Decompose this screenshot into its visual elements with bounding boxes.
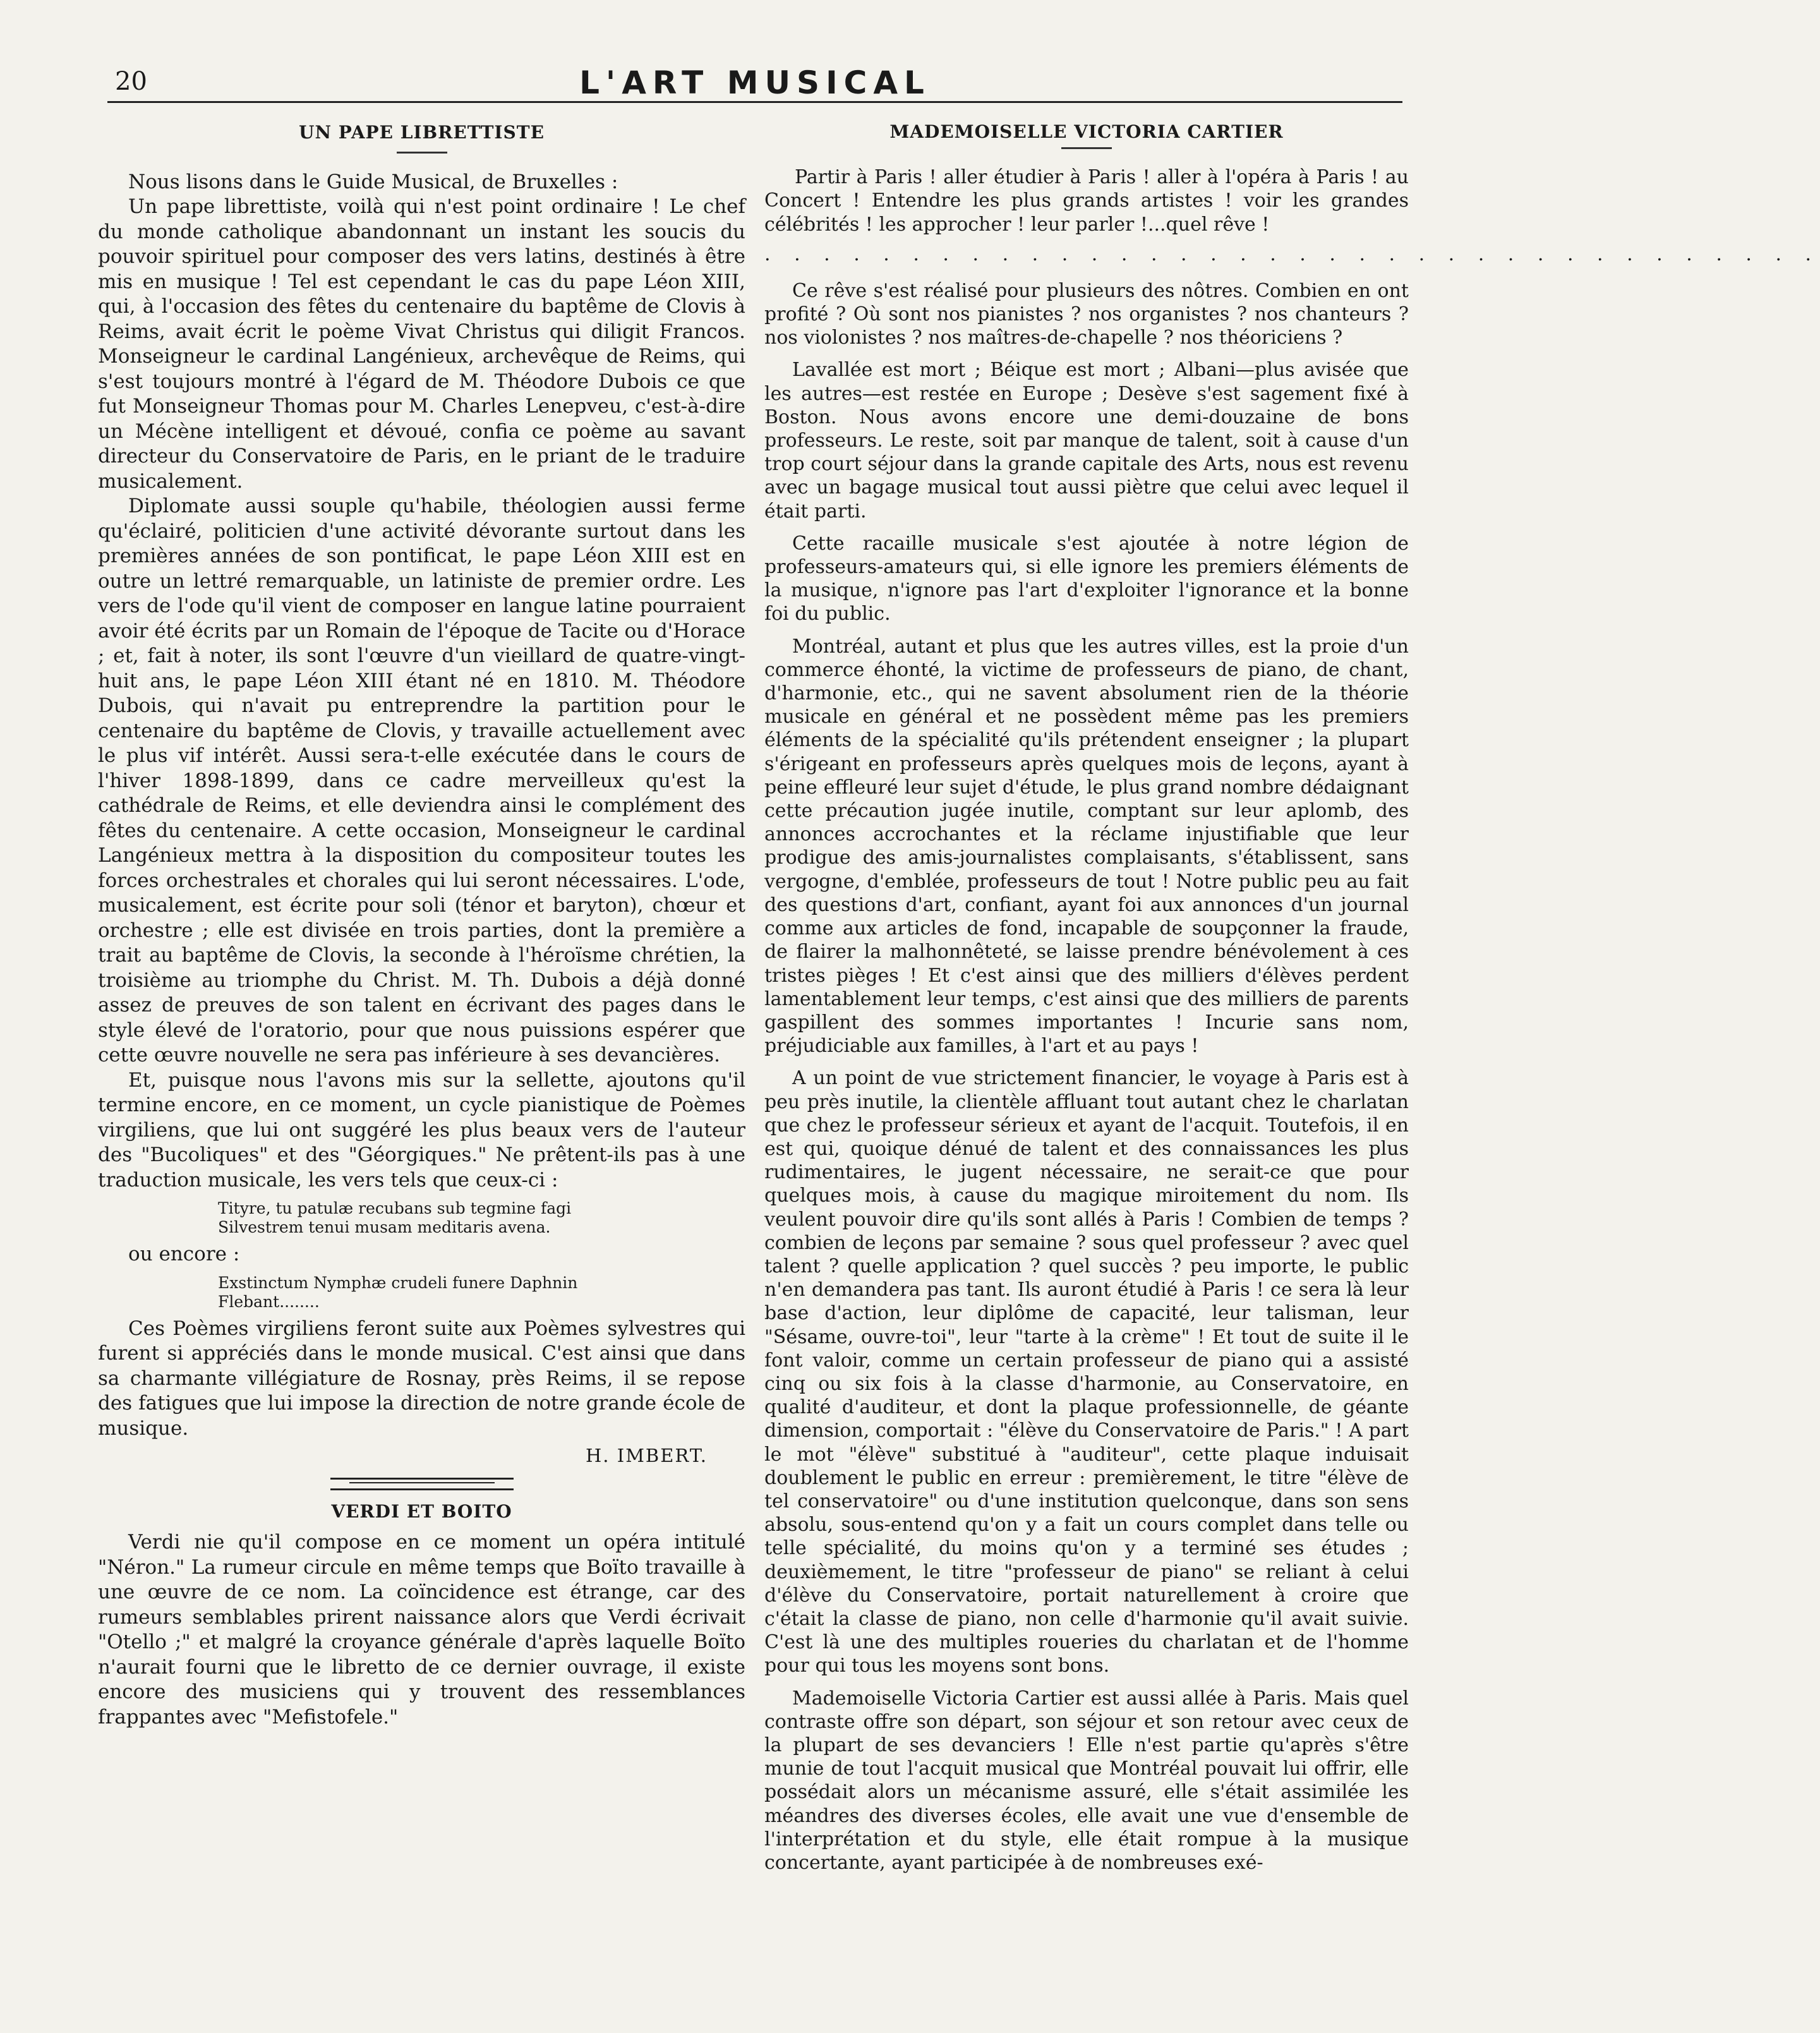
left-column (98, 120, 745, 1730)
section-divider (330, 1478, 514, 1490)
paragraph: Ce rêve s'est réalisé pour plusieurs des nôtres. Combien en ont profité ? Où sont nos pianistes ? nos organistes ? nos chanteurs ? nos violonistes ? nos maîtres-de-chapelle ? nos théoriciens ? (764, 279, 1409, 349)
quote-line: Exstinctum Nymphæ crudeli funere Daphnin (218, 1273, 578, 1292)
journal-title: L'ART MUSICAL (579, 64, 931, 101)
latin-quote (218, 1274, 745, 1312)
dotted-separator: . . . . . . . . . . . . . . . . . . . . . . . . . . . . . . . . . . . . (764, 243, 1820, 265)
latin-quote (218, 1199, 745, 1237)
quote-line: Tityre, tu patulæ recubans sub tegmine fagi (218, 1199, 572, 1217)
quote-line: Silvestrem tenui musam meditaris avena. (218, 1218, 551, 1236)
paragraph: Montréal, autant et plus que les autres villes, est la proie d'un commerce éhonté, la victime de professeurs de piano, de chant, d'harmonie, etc., qui ne savent absolument rien de la théorie musicale en général et ne possèdent même pas les premiers éléments de la spécialité qu'ils prétendent enseigner ; la plupart s'érigeant en professeurs après quelques mois de leçons, ayant à peine effleuré leur sujet d'étude, le plus grand nombre dédaignant cette précaution jugée inutile, comptant sur leur aplomb, des annonces accrochantes et la réclame injustifiable que leur prodigue des amis-journalistes complaisants, s'établissent, sans vergogne, d'emblée, professeurs de tout ! Notre public peu au fait des questions d'art, confiant, ayant foi aux annonces d'un journal comme aux articles de fond, incapable de soupçonner la fraude, de flairer la malhonnêteté, se laisse prendre bénévolement à ces tristes pièges ! Et c'est ainsi que des milliers d'élèves perdent lamentablement leur temps, c'est ainsi que des milliers de parents gaspillent des sommes importantes ! Incurie sans nom, préjudiciable aux familles, à l'art et au pays ! (764, 635, 1409, 1058)
page-number: 20 (115, 67, 147, 96)
paragraph: Partir à Paris ! aller étudier à Paris ! aller à l'opéra à Paris ! au Concert ! Entendre les plus grands artistes ! voir les grandes célébrités ! les approcher ! leur parler !...quel rêve ! (764, 166, 1409, 236)
paragraph: Cette racaille musicale s'est ajoutée à notre légion de professeurs-amateurs qui, si elle ignore les premiers éléments de la musique, n'ignore pas l'art d'exploiter l'ignorance et la bonne foi du public. (764, 532, 1409, 625)
quote-line: Flebant........ (218, 1292, 320, 1311)
header-rule (107, 101, 1402, 103)
article-title-pape: UN PAPE LIBRETTISTE (299, 122, 545, 143)
paragraph: Mademoiselle Victoria Cartier est aussi allée à Paris. Mais quel contraste offre son départ, son séjour et son retour avec ceux de la plupart de ses devanciers ! Elle n'est partie qu'après s'être munie de tout l'acquit musical que Montréal pouvait lui offrir, elle possédait alors un mécanisme assuré, elle s'était assimilée les méandres des diverses écoles, elle avait une vue d'ensemble de l'interprétation et du style, elle était rompue à la musique concertante, ayant participée à de nombreuses exé- (764, 1687, 1409, 1874)
paragraph: Verdi nie qu'il compose en ce moment un opéra intitulé "Néron." La rumeur circule en même temps que Boïto travaille à une œuvre de ce nom. La coïncidence est étrange, car des rumeurs semblables prirent naissance alors que Verdi écrivait "Otello ;" et malgré la croyance générale d'après laquelle Boïto n'aurait fourni que le libretto de ce dernier ouvrage, il existe encore des musiciens qui y trouvent des ressemblances frappantes avec "Mefistofele." (98, 1531, 745, 1728)
right-column (764, 120, 1820, 1883)
paragraph: Nous lisons dans le Guide Musical, de Bruxelles : (128, 170, 618, 193)
title-rule (1061, 147, 1112, 149)
paragraph: Ces Poèmes virgiliens feront suite aux Poèmes sylvestres qui furent si appréciés dans le monde musical. C'est ainsi que dans sa charmante villégiature de Rosnay, près Reims, il se repose des fatigues que lui impose la direction de notre grande école de musique. (98, 1317, 745, 1440)
paragraph: Diplomate aussi souple qu'habile, théologien aussi ferme qu'éclairé, politicien d'une activité dévorante surtout dans les premières années de son pontificat, le pape Léon XIII est en outre un lettré remarquable, un latiniste de premier ordre. Les vers de l'ode qu'il vient de composer en langue latine pourraient avoir été écrits par un Romain de l'époque de Tacite ou d'Horace ; et, fait à noter, ils sont l'œuvre d'un vieillard de quatre-vingt-huit ans, le pape Léon XIII étant né en 1810. M. Théodore Dubois, qui n'avait pu entreprendre la partition pour le centenaire du baptême de Clovis, y travaille actuellement avec le plus vif intérêt. Aussi sera-t-elle exécutée dans le cours de l'hiver 1898-1899, dans ce cadre merveilleux qu'est la cathédrale de Reims, et elle deviendra ainsi le complément des fêtes du centenaire. A cette occasion, Monseigneur le cardinal Langénieux mettra à la disposition du compositeur toutes les forces orchestrales et chorales qui lui seront nécessaires. L'ode, musicalement, est écrite pour soli (ténor et baryton), chœur et orchestre ; elle est divisée en trois parties, dont la première a trait au baptême de Clovis, la seconde à l'héroïsme chrétien, la troisième au triomphe du Christ. M. Th. Dubois a déjà donné assez de preuves de son talent en écrivant des pages dans le style élevé de l'oratorio, pour que nous puissions espérer que cette œuvre nouvelle ne sera pas inférieure à ses devancières. (98, 495, 745, 1066)
paragraph: Un pape librettiste, voilà qui n'est point ordinaire ! Le chef du monde catholique abandonnant un instant les soucis du pouvoir spirituel pour composer des vers latins, destinés à être mis en musique ! Tel est cependant le cas du pape Léon XIII, qui, à l'occasion des fêtes du centenaire du baptême de Clovis à Reims, avait écrit le poème Vivat Christus qui diligit Francos. Monseigneur le cardinal Langénieux, archevêque de Reims, qui s'est toujours montré à l'égard de M. Théodore Dubois ce que fut Monseigneur Thomas pour M. Charles Lenepveu, c'est-à-dire un Mécène intelligent et dévoué, confia ce poème au savant directeur du Conservatoire de Paris, en le priant de le traduire musicalement. (98, 195, 745, 493)
article-title-cartier: MADEMOISELLE VICTORIA CARTIER (889, 121, 1284, 142)
paragraph: Et, puisque nous l'avons mis sur la sellette, ajoutons qu'il termine encore, en ce moment, un cycle pianistique de Poèmes virgiliens, que lui ont suggéré les plus beaux vers de l'auteur des "Bucoliques" et des "Géorgiques." Ne prêtent-ils pas à une traduction musicale, les vers tels que ceux-ci : (98, 1068, 745, 1191)
ou-encore: ou encore : (128, 1243, 240, 1265)
page-header (107, 62, 1402, 106)
title-rule (397, 152, 447, 154)
paragraph: Lavallée est mort ; Béique est mort ; Albani—plus avisée que les autres—est restée en Europe ; Desève s'est sagement fixé à Boston. Nous avons encore une demi-douzaine de bons professeurs. Le reste, soit par manque de talent, soit à cause d'un trop court séjour dans la grande capitale des Arts, nous est revenu avec un bagage musical tout aussi piètre que celui avec lequel il était parti. (764, 359, 1409, 522)
article-title-verdi: VERDI ET BOITO (331, 1500, 512, 1522)
paragraph: A un point de vue strictement financier, le voyage à Paris est à peu près inutile, la clientèle affluant tout autant chez le charlatan que chez le professeur sérieux et ayant de l'acquit. Toutefois, il en est qui, quoique dénué de talent et des connaissances les plus rudimentaires, le jugent nécessaire, ne serait-ce que pour quelques mois, à cause du magique miroitement du nom. Ils veulent pouvoir dire qu'ils sont allés à Paris ! Combien de temps ? combien de leçons par semaine ? sous quel professeur ? avec quel talent ? quelle application ? quel succès ? peu importe, le public n'en demandera pas tant. Ils auront étudié à Paris ! ce sera là leur base d'action, leur diplôme de capacité, leur talisman, leur "Sésame, ouvre-toi", leur "tarte à la crème" ! Et tout de suite il le font valoir, comme un certain professeur de piano qui a assisté cinq ou six fois à la classe d'harmonie, au Conservatoire, en qualité d'auditeur, et dont la plaque professionnelle, de géante dimension, comportait : "élève du Conservatoire de Paris." ! A part le mot "élève" substitué à "auditeur", cette plaque induisait doublement le public en erreur : premièrement, le titre "élève de tel conservatoire" ou d'une institution quelconque, dans son sens absolu, sous-entend qu'on y a fait un cours complet dans telle ou telle spécialité, du moins qu'on y a terminé ses études ; deuxièmement, le titre "professeur de piano" se reliant à celui d'élève du Conservatoire, portait naturellement à croire que c'était la classe de piano, non celle d'harmonie qu'il avait suivie. C'est là une des multiples roueries du charlatan et de l'homme pour qui tous les moyens sont bons. (764, 1067, 1409, 1677)
author-signature: H. IMBERT. (586, 1445, 708, 1466)
